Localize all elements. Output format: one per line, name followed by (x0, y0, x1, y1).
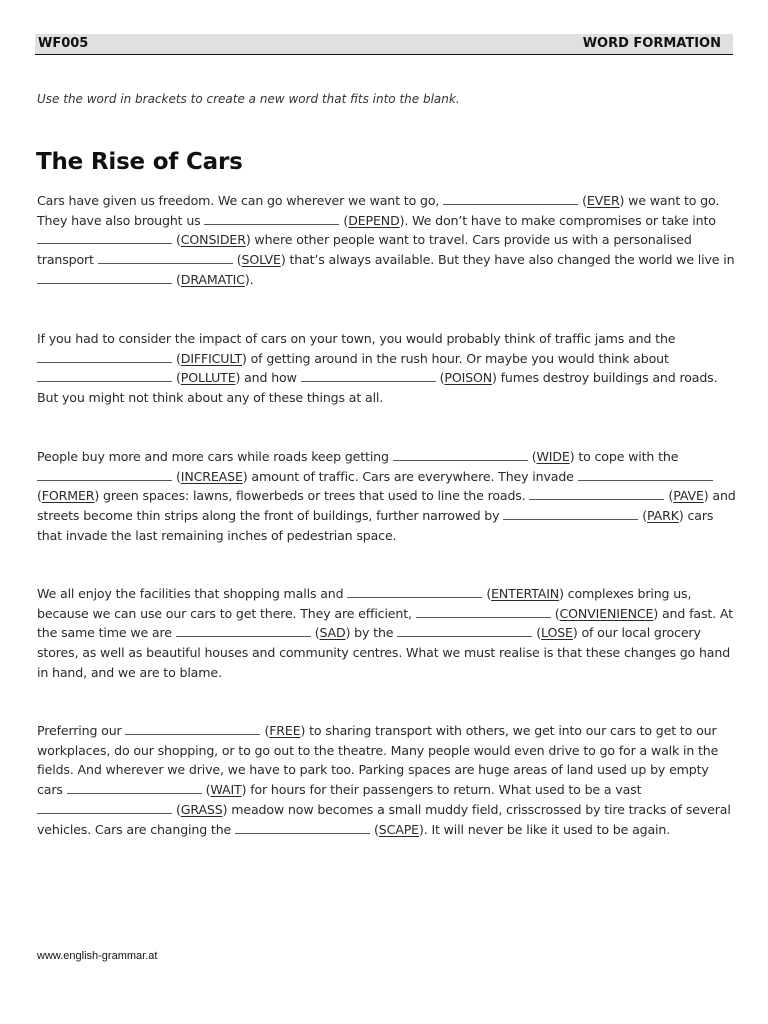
paragraph-text: People buy more and more cars while roads keep getting (37, 449, 393, 464)
root-word: FREE (269, 723, 301, 738)
answer-blank[interactable] (37, 801, 172, 814)
paragraph-text: ) cars that invade the last remaining inches of pedestrian space. (37, 508, 714, 543)
answer-blank[interactable] (37, 231, 172, 244)
root-word: EVER (586, 193, 620, 208)
root-word: SCAPE (378, 821, 419, 837)
paragraph-text: ) to sharing transport with others, we get into our cars to get to our workplaces, do our shopping, or to go out to the theatre. Many people would even drive to go for a walk in the fields. And wherever we drive, we have to park too. Parking spaces are huge areas of land used up by empty cars (37, 723, 719, 798)
root-word: GRASS (180, 801, 223, 817)
answer-blank[interactable] (37, 350, 172, 363)
paragraph-text: ) and how (235, 370, 301, 386)
paragraph-text: Preferring our (37, 723, 126, 738)
answer-blank[interactable] (67, 781, 202, 794)
paragraph-text: ). It will never be like it used to be again. (418, 821, 671, 837)
root-word: DRAMATIC (180, 271, 245, 287)
paragraph-text: ). We don’t have to make compromises or take into (399, 212, 716, 228)
paragraph-text: ) amount of traffic. Cars are everywhere. They invade (242, 468, 578, 484)
root-word: SOLVE (241, 252, 281, 268)
root-word: PARK (647, 508, 679, 524)
answer-blank[interactable] (98, 251, 233, 264)
root-word: WAIT (210, 782, 242, 798)
answer-blank[interactable] (443, 192, 578, 205)
answer-blank[interactable] (37, 271, 172, 284)
root-word: DIFFICULT (180, 350, 243, 366)
answer-blank[interactable] (37, 369, 172, 382)
worksheet-type: WORD FORMATION (582, 36, 721, 51)
paragraph-text: ) of getting around in the rush hour. Or maybe you would think about (242, 350, 669, 366)
paragraph-text: ) where other people want to travel. Cars provide us with a personalised transport (37, 232, 692, 268)
answer-blank[interactable] (125, 722, 260, 735)
answer-blank[interactable] (393, 448, 528, 461)
answer-blank[interactable] (416, 605, 551, 618)
root-word: ENTERTAIN (491, 586, 560, 601)
paragraph-text: ) green spaces: lawns, flowerbeds or trees that used to line the roads. (94, 488, 530, 504)
paragraph-text: We all enjoy the facilities that shopping malls and (37, 586, 348, 601)
answer-blank[interactable] (578, 468, 713, 481)
paragraph-4: We all enjoy the facilities that shopping malls and (ENTERTAIN) complexes bring us, because we can use our cars to get there. They are efficient, (CONVIENIENCE) and fast. At the same time we are (SAD) by the (LOSE) of our local grocery stores, as well as beautiful houses and community centres. What we must realise is that these changes go hand in hand, and we are to blame. (37, 586, 733, 680)
paragraph-text: If you had to consider the impact of cars on your town, you would probably think of traffic jams and the (37, 331, 676, 346)
paragraph-1: Cars have given us freedom. We can go wherever we want to go, (EVER) we want to go. They have also brought us (DEPEND). We don’t have to make compromises or take into (CONSIDER) where other people want to travel. Cars provide us with a personalised transport (SOLVE) that’s always available. But they have also changed the world we live in (DRAMATIC). (37, 193, 735, 287)
header-bar (35, 34, 733, 55)
root-word: LOSE (541, 625, 573, 641)
paragraph-text: ) fumes destroy buildings and roads. But you might not think about any of these things at all. (37, 370, 718, 406)
footer-url: www.english-grammar.at (37, 950, 158, 962)
answer-blank[interactable] (204, 212, 339, 225)
paragraph-text: ) and fast. At the same time we are (37, 605, 733, 641)
root-word: INCREASE (180, 468, 243, 484)
paragraph-text: Cars have given us freedom. We can go wherever we want to go, (37, 193, 444, 208)
paragraph-text: ) that’s always available. But they have also changed the world we live in (280, 252, 735, 268)
paragraph-text: ) for hours for their passengers to return. What used to be a vast (241, 782, 642, 798)
paragraph-text: ) meadow now becomes a small muddy field, crisscrossed by tire tracks of several vehicles. Cars are changing the (37, 801, 731, 837)
root-word: CONSIDER (180, 232, 246, 248)
answer-blank[interactable] (397, 624, 532, 637)
root-word: POISON (444, 370, 493, 386)
root-word: DEPEND (348, 212, 400, 228)
answer-blank[interactable] (37, 468, 172, 481)
paragraph-3: People buy more and more cars while roads keep getting (WIDE) to cope with the (INCREASE) amount of traffic. Cars are everywhere. They invade (FORMER) green spaces: lawns, flowerbeds or trees that used to line the roads. (PAVE) and streets become thin strips along the front of buildings, further narrowed by (PARK) cars that invade the last remaining inches of pedestrian space. (37, 449, 736, 543)
root-word: FORMER (41, 488, 95, 504)
root-word: WIDE (536, 449, 570, 464)
answer-blank[interactable] (503, 507, 638, 520)
worksheet-code: WF005 (38, 36, 89, 51)
page-title: The Rise of Cars (36, 149, 243, 175)
root-word: CONVIENIENCE (559, 605, 654, 621)
answer-blank[interactable] (176, 624, 311, 637)
root-word: POLLUTE (180, 370, 236, 386)
paragraph-text: ) of our local grocery stores, as well as beautiful houses and community centres. What we must realise is that these changes go hand in hand, and we are to blame. (37, 625, 731, 680)
answer-blank[interactable] (529, 487, 664, 500)
answer-blank[interactable] (347, 585, 482, 598)
paragraph-text: ) and streets become thin strips along the front of buildings, further narrowed by (37, 488, 736, 524)
answer-blank[interactable] (301, 369, 436, 382)
paragraph-text: ) to cope with the (569, 449, 679, 464)
paragraph-text: ) by the (345, 625, 398, 641)
paragraph-text: ). (244, 271, 254, 287)
paragraph-5: Preferring our (FREE) to sharing transport with others, we get into our cars to get to our workplaces, do our shopping, or to go out to the theatre. Many people would even drive to go for a walk in the fields. And wherever we drive, we have to park too. Parking spaces are huge areas of land used up by empty cars (WAIT) for hours for their passengers to return. What used to be a vast (GRASS) meadow now becomes a small muddy field, crisscrossed by tire tracks of several vehicles. Cars are changing the (SCAPE). It will never be like it used to be again. (37, 723, 731, 837)
paragraph-text: ) complexes bring us, because we can use our cars to get there. They are efficient, (37, 586, 692, 621)
answer-blank[interactable] (235, 821, 370, 834)
instructions: Use the word in brackets to create a new word that fits into the blank. (37, 92, 460, 106)
paragraph-2: If you had to consider the impact of cars on your town, you would probably think of traffic jams and the (DIFFICULT) of getting around in the rush hour. Or maybe you would think about (POLLUTE) and how (POISON) fumes destroy buildings and roads. But you might not think about any of these things at all. (37, 331, 718, 406)
root-word: SAD (319, 625, 346, 641)
root-word: PAVE (673, 488, 704, 504)
paragraph-text: we want to go. They have also brought us (37, 193, 720, 228)
